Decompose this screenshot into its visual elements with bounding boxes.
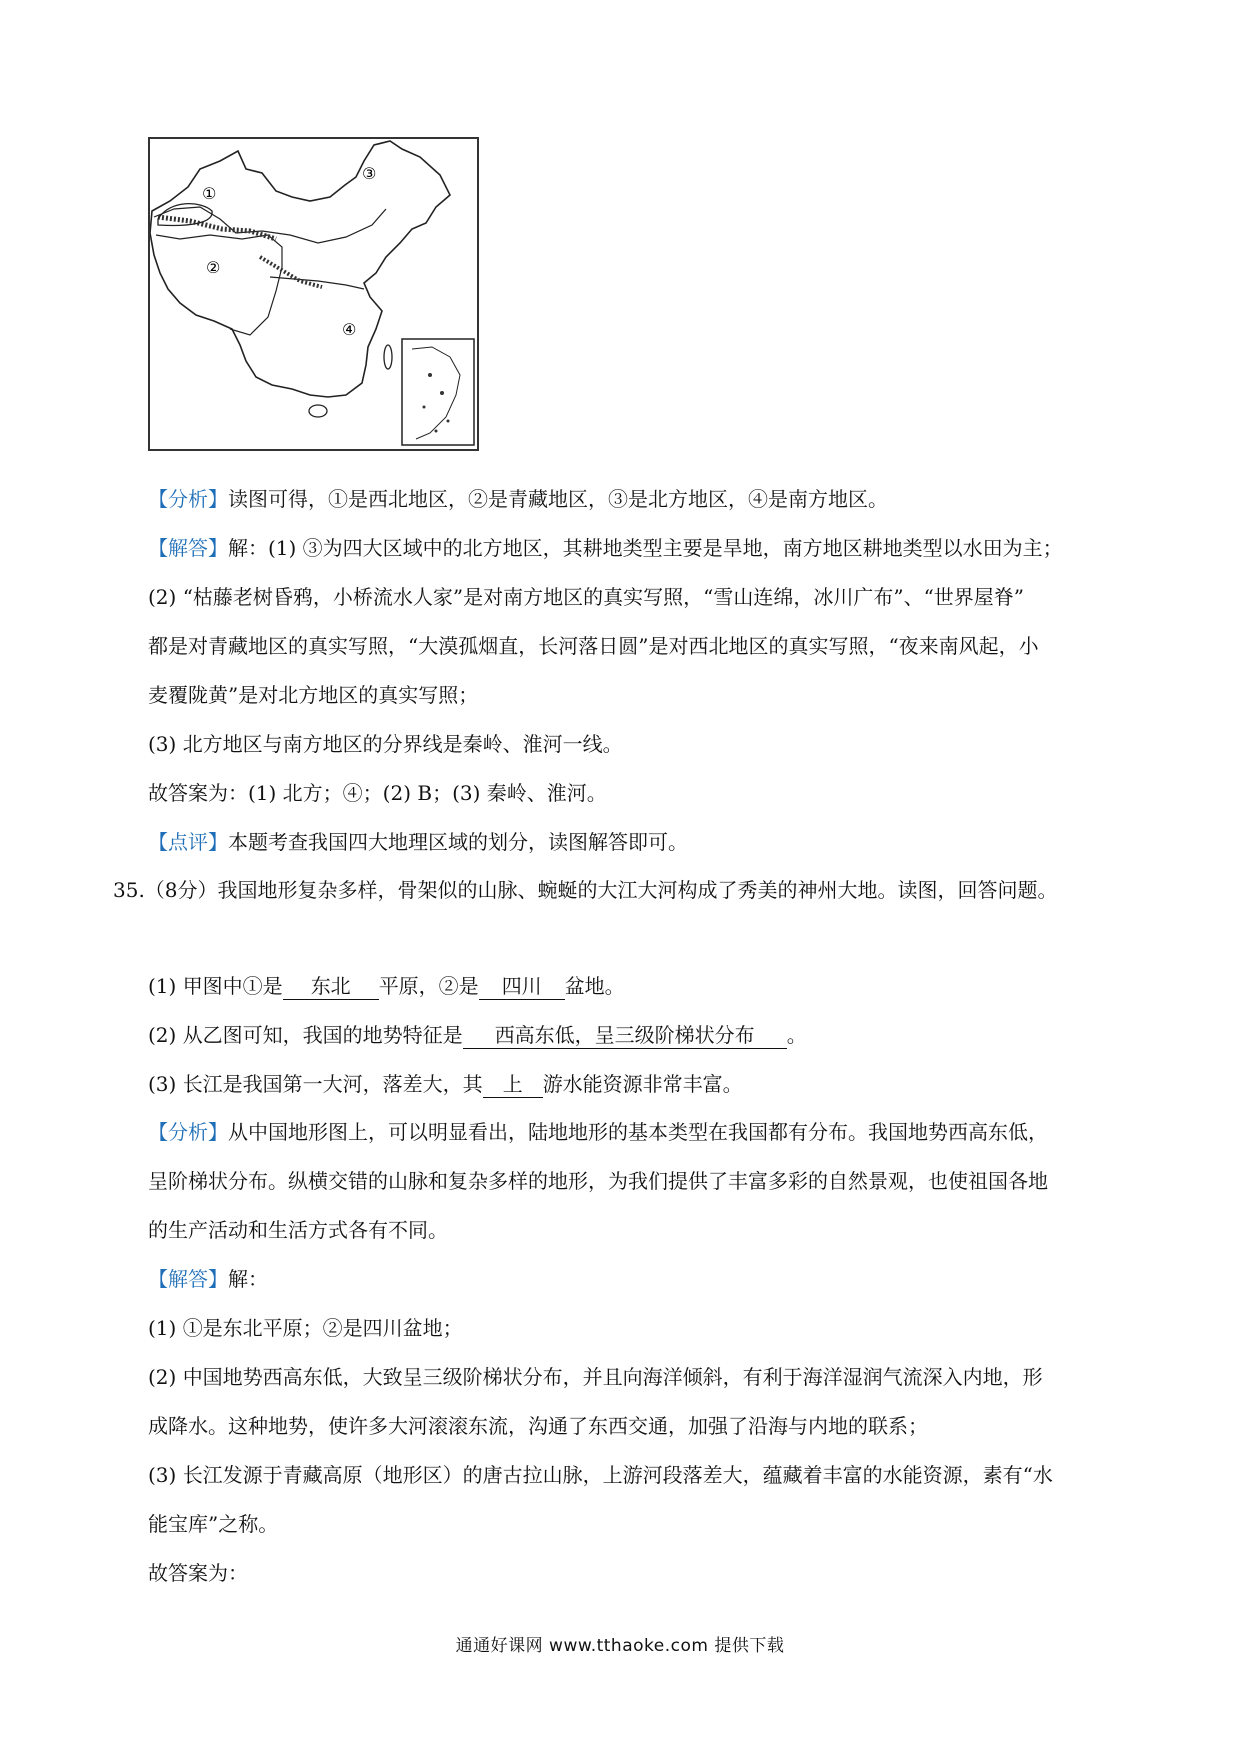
part1-blank-basin: 四川	[479, 973, 565, 1000]
question-35-part1	[0, 972, 1240, 1000]
analysis-2-tag: 【分析】	[148, 1120, 228, 1144]
analysis-2-line3: 的生产活动和生活方式各有不同。	[148, 1218, 448, 1242]
hainan-island	[309, 405, 327, 417]
answer-1-line5: (3) 北方地区与南方地区的分界线是秦岭、淮河一线。	[148, 732, 623, 756]
marker-1: ①	[202, 184, 217, 203]
qinling-band	[260, 257, 322, 287]
analysis-2-line1	[0, 1118, 1240, 1146]
part3-text-b: 游水能资源非常丰富。	[542, 1072, 743, 1096]
marker-3: ③	[362, 164, 377, 183]
part1-text-c: 盆地。	[564, 974, 625, 998]
part3-blank-reach: 上	[483, 1071, 543, 1098]
answer-1-line4: 麦覆陇黄”是对北方地区的真实写照；	[148, 683, 479, 707]
part1-text-b: 平原，②是	[378, 974, 479, 998]
comment-tag: 【点评】	[148, 830, 228, 854]
part1-blank-plain: 东北	[283, 973, 379, 1000]
analysis-2-line2: 呈阶梯状分布。纵横交错的山脉和复杂多样的地形，为我们提供了丰富多彩的自然景观，也使祖国各地	[148, 1169, 1048, 1193]
part3-text-a: (3) 长江是我国第一大河，落差大，其	[148, 1072, 483, 1096]
answer-2-intro	[0, 1265, 1240, 1293]
analysis-1	[0, 485, 1240, 513]
analysis-2-text: 从中国地形图上，可以明显看出，陆地地形的基本类型在我国都有分布。我国地势西高东低，	[228, 1120, 1048, 1144]
marker-2: ②	[206, 258, 221, 277]
part2-text-a: (2) 从乙图可知，我国的地势特征是	[148, 1023, 463, 1047]
question-35-part2	[0, 1021, 1240, 1049]
comment-1	[0, 828, 1240, 856]
analysis-tag: 【分析】	[148, 487, 228, 511]
question-35-part3	[0, 1070, 1240, 1098]
marker-4: ④	[342, 320, 357, 339]
analysis-text: 读图可得，①是西北地区，②是青藏地区，③是北方地区，④是南方地区。	[228, 487, 888, 511]
part2-blank-terrain: 西高东低，呈三级阶梯状分布	[463, 1022, 787, 1049]
china-regions-map	[148, 137, 479, 451]
question-35-stem: 35.（8分）我国地形复杂多样，骨架似的山脉、蜿蜒的大江大河构成了秀美的神州大地。读图，回答问题。	[113, 878, 1058, 902]
answer-1-final: 故答案为：(1) 北方；④；(2) B；(3) 秦岭、淮河。	[148, 781, 607, 805]
south-sea-inset	[402, 339, 474, 445]
page-footer: 通通好课网 www.tthaoke.com 提供下载	[455, 1636, 785, 1656]
answer-1-line3: 都是对青藏地区的真实写照，“大漠孤烟直，长河落日圆”是对西北地区的真实写照，“夜来南风起，小	[148, 634, 1039, 658]
answer-2-intro-text: 解：	[228, 1267, 268, 1291]
taiwan-island	[384, 345, 392, 369]
answer-2-line2: (2) 中国地势西高东低，大致呈三级阶梯状分布，并且向海洋倾斜，有利于海洋湿润气流深入内地，形	[148, 1365, 1043, 1389]
map-drawing	[150, 139, 477, 449]
part1-text-a: (1) 甲图中①是	[148, 974, 283, 998]
answer-2-line1: (1) ①是东北平原；②是四川盆地；	[148, 1316, 463, 1340]
answer-1-line1	[0, 534, 1240, 562]
answer-2-line4: (3) 长江发源于青藏高原（地形区）的唐古拉山脉，上游河段落差大，蕴藏着丰富的水能资源，素有“水	[148, 1463, 1053, 1487]
answer-text: 解：(1) ③为四大区域中的北方地区，其耕地类型主要是旱地，南方地区耕地类型以水田为主；	[228, 536, 1063, 560]
answer-tag: 【解答】	[148, 536, 228, 560]
comment-text: 本题考查我国四大地理区域的划分，读图解答即可。	[228, 830, 688, 854]
answer-2-line3: 成降水。这种地势，使许多大河滚滚东流，沟通了东西交通，加强了沿海与内地的联系；	[148, 1414, 928, 1438]
answer-2-tag: 【解答】	[148, 1267, 228, 1291]
answer-2-line5: 能宝库”之称。	[148, 1512, 279, 1536]
part2-text-b: 。	[786, 1023, 807, 1047]
answer-2-final: 故答案为：	[148, 1561, 248, 1585]
tibet-boundary	[156, 235, 282, 335]
answer-1-line2: (2) “枯藤老树昏鸦，小桥流水人家”是对南方地区的真实写照，“雪山连绵，冰川广布”、“世界屋脊”	[148, 585, 1025, 609]
tarim-basin	[158, 204, 212, 226]
